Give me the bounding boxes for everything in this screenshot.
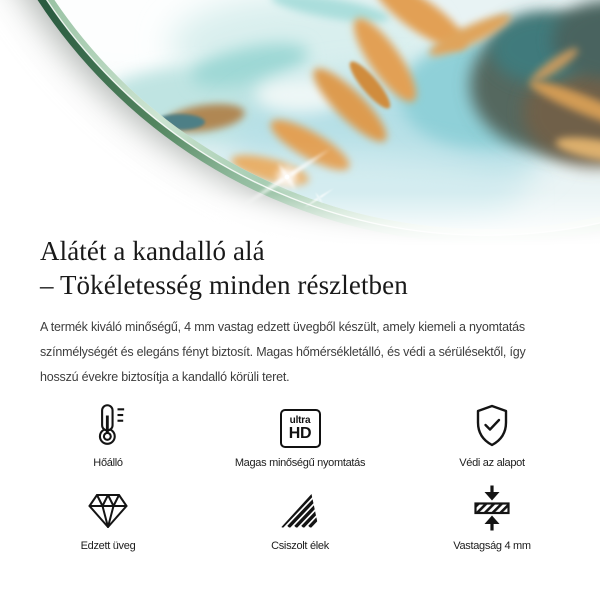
ultra-hd-text-bottom: HD <box>288 425 312 442</box>
product-image <box>0 0 600 246</box>
page-title <box>40 234 585 302</box>
title-line-1: Alátét a kandalló alá <box>40 236 265 266</box>
feature-label: Magas minőségű nyomtatás <box>234 457 366 469</box>
feature-label: Edzett üveg <box>80 540 136 552</box>
description-line: hosszú évekre biztosítja a kandalló körüli teret. <box>40 370 290 384</box>
diamond-icon <box>86 483 130 531</box>
glass-disc-artwork <box>0 0 600 246</box>
feature-tempered-glass <box>12 483 204 552</box>
shield-check-icon <box>472 400 512 448</box>
product-description <box>40 315 585 390</box>
title-line-2: – Tökéletesség minden részletben <box>40 270 408 300</box>
feature-thickness <box>396 483 588 552</box>
description-line: színmélységét és elegáns fényt biztosít. Magas hőmérsékletálló, és védi a sérülésektől, így <box>40 345 526 359</box>
description-line: A termék kiváló minőségű, 4 mm vastag edzett üvegből készült, amely kiemeli a nyomtatás <box>40 320 525 334</box>
ultra-hd-icon <box>280 400 321 448</box>
feature-polished-edges <box>204 483 396 552</box>
feature-label: Vastagság 4 mm <box>453 540 531 552</box>
feature-print-quality <box>204 400 396 469</box>
thermometer-icon <box>89 400 127 448</box>
feature-label: Védi az alapot <box>459 457 525 469</box>
thickness-icon <box>472 483 512 531</box>
ultra-hd-text-top: ultra <box>289 415 311 426</box>
feature-heat-resistant <box>12 400 204 469</box>
feature-base-protection <box>396 400 588 469</box>
features-grid <box>12 400 588 552</box>
feature-label: Csiszolt élek <box>271 540 329 552</box>
polished-edges-icon <box>280 483 320 531</box>
feature-label: Hőálló <box>93 457 123 469</box>
